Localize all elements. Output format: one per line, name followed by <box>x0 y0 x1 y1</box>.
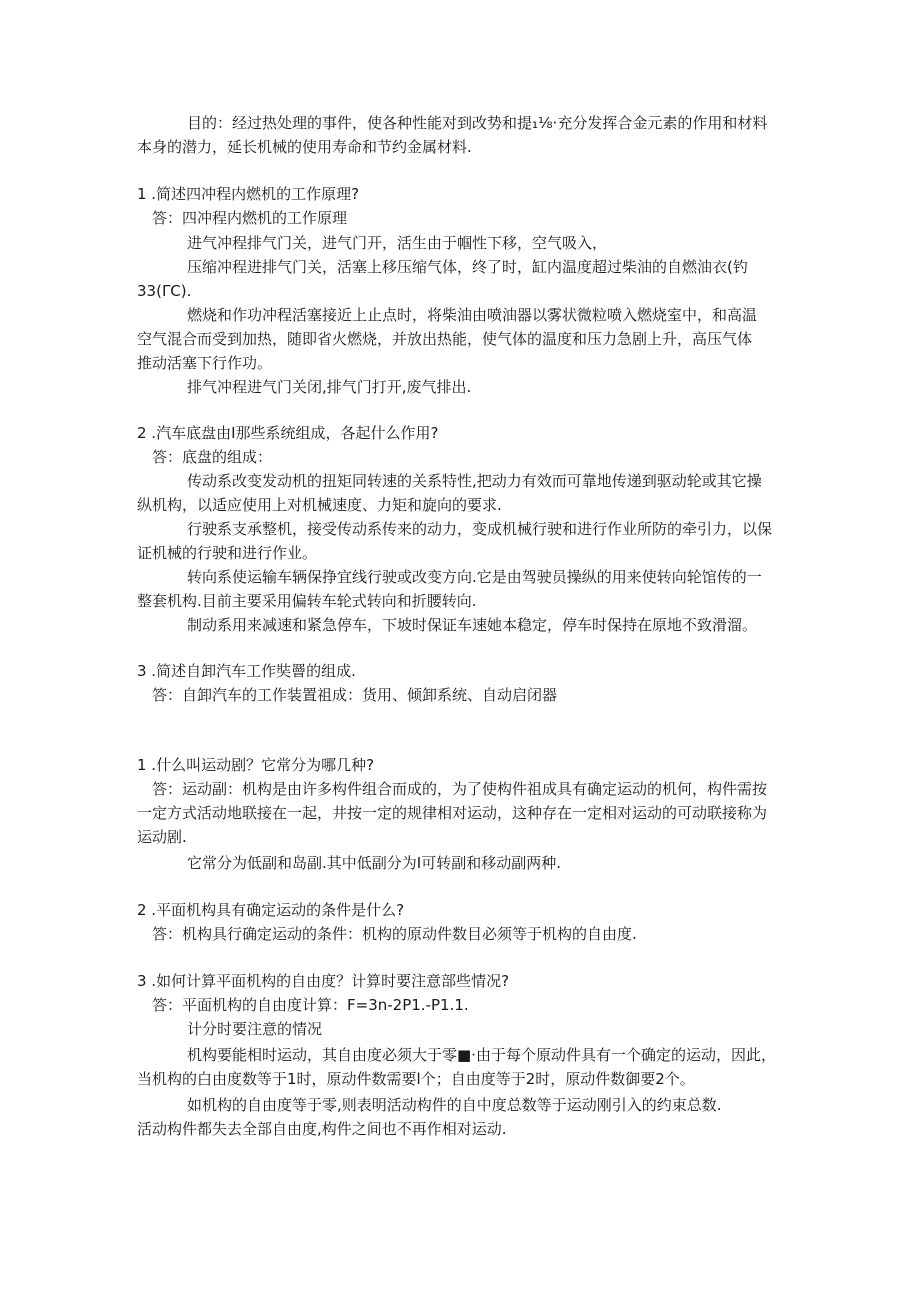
intro-line-1: 目的：经过热处理的事件，使各种性能对到改势和提₁⅛·充分发挥合金元素的作用和材料 <box>187 114 768 132</box>
paragraph-line: 计分时要注意的情况 <box>187 1020 323 1038</box>
question-heading: 2 .汽车底盘由I那些系统组成，各起什么作用? <box>137 424 439 442</box>
paragraph-line: 33(ΓC). <box>137 282 192 300</box>
question-heading: 1 .什么叫运动剧？它常分为哪几种? <box>137 756 375 774</box>
paragraph-line: 推动活塞下行作功。 <box>137 354 273 372</box>
paragraph-line: 转向系使运输车辆保挣宜线行驶或改变方向.它是由驾驶员操纵的用来使转向轮馆传的一 <box>187 568 762 586</box>
paragraph-line: 它常分为低副和岛副.其中低副分为I可转副和移动副两种. <box>187 854 561 872</box>
paragraph-line: 证机械的行驶和进行作业。 <box>137 544 318 562</box>
paragraph-line: 制动系用来减速和紧急停车，下坡时保证车速她本稳定，停车时保持在原地不致滑溜。 <box>187 616 758 634</box>
paragraph-line: 燃烧和作功冲程活塞接近上止点时，将柴油由喷油器以雾状微粒喷入燃烧室中，和高温 <box>187 306 758 324</box>
paragraph-line: 运动剧. <box>137 828 187 846</box>
paragraph-line: 一定方式活动地联接在一起，井按一定的规律相对运动，这种存在一定相对运动的可动联接称为 <box>137 804 768 822</box>
paragraph-line: 排气冲程进气门关闭,排气门打开,废气排出. <box>187 378 472 396</box>
question-heading: 1 .简述四冲程内燃机的工作原理? <box>137 185 360 203</box>
intro-line-2: 本身的潜力，延长机械的使用寿命和节约金属材料. <box>137 138 472 156</box>
question-heading: 2 .平面机构具有确定运动的条件是什么? <box>137 901 405 919</box>
answer-line: 答：平面机构的自由度计算：F=3n-2P1.-P1.1. <box>152 996 469 1014</box>
question-heading: 3 .如何计算平面机构的自由度？计算时要注意部些情况? <box>137 972 510 990</box>
paragraph-line: 行驶系支承整机，接受传动系传来的动力，变成机械行驶和进行作业所防的牵引力，以保 <box>187 520 773 538</box>
paragraph-line: 进气冲程排气门关，进气门开，活生由于帼性下移，空气吸入， <box>187 234 608 252</box>
paragraph-line: 机构要能相时运动，其自由度必须大于零■·由于每个原动件具有一个确定的运动，因此， <box>187 1046 776 1064</box>
paragraph-line: 整套机构.目前主要采用偏转车轮式转向和折腰转向. <box>137 592 477 610</box>
answer-line: 答：机构具行确定运动的条件：机构的原动件数目必须等于机构的自由度. <box>152 925 637 943</box>
answer-line: 答：自卸汽车的工作装置祖成：货用、倾卸系统、自动启闭器 <box>152 686 558 704</box>
answer-line: 答：底盘的组成： <box>152 448 273 466</box>
paragraph-line: 如机构的自由度等于零,则表明活动构件的自中度总数等于运动刚引入的约束总数. <box>187 1096 722 1114</box>
paragraph-line: 当机构的白由度数等于1时，原动件数需要l个；自由度等于2时，原动件数御要2个。 <box>137 1070 695 1088</box>
paragraph-line: 压缩冲程进排气门关，活塞上移压缩气体，终了时，缸内温度超过柴油的自燃油衣(钓 <box>187 258 748 276</box>
answer-line: 答：运动副：机构是由许多构件组合而成的，为了使构件祖成具有确定运动的机何，构件需按 <box>152 780 768 798</box>
question-heading: 3 .简述自卸汽车工作奘罾的组成. <box>137 662 356 680</box>
paragraph-line: 空气混合而受到加热，随即省火燃烧，并放出热能，使气体的温度和压力急剧上升，高压气体 <box>137 330 753 348</box>
paragraph-line: 传动系改变发动机的扭矩同转速的关系特性,把动力有效而可靠地传递到驱动轮或其它操 <box>187 472 762 490</box>
answer-line: 答：四冲程内燃机的工作原理 <box>152 209 348 227</box>
paragraph-line: 纵机构，以适应使用上对机械速度、力矩和旋向的要求. <box>137 496 502 514</box>
paragraph-line: 活动构件都失去全部自由度,构件之间也不再作相对运动. <box>137 1120 507 1138</box>
